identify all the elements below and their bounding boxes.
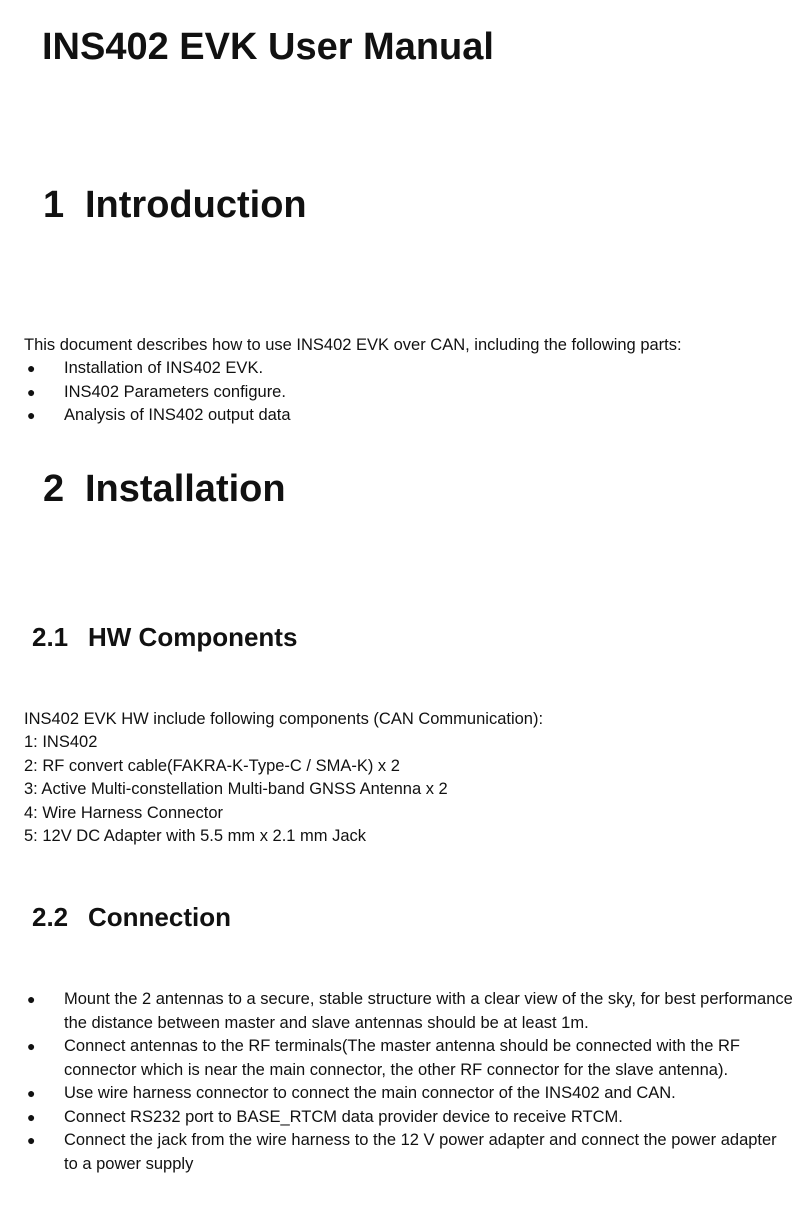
intro-paragraph: This document describes how to use INS402 EVK over CAN, including the following parts: — [24, 336, 682, 354]
bullet-icon: ● — [27, 1038, 36, 1054]
list-item: ● Use wire harness connector to connect the main connector of the INS402 and CAN. — [24, 1082, 794, 1106]
document-title: INS402 EVK User Manual — [42, 26, 494, 68]
list-item: 4: Wire Harness Connector — [24, 803, 223, 822]
heading-number: 2.2 — [32, 902, 69, 932]
heading-number: 2 — [43, 468, 65, 510]
bullet-icon: ● — [27, 1132, 36, 1148]
heading-text: Connection — [88, 902, 231, 932]
list-item: ● Connect RS232 port to BASE_RTCM data provider device to receive RTCM. — [24, 1106, 794, 1130]
bullet-icon: ● — [27, 1085, 36, 1101]
list-item: ● Analysis of INS402 output data — [24, 404, 291, 428]
heading-connection — [32, 900, 231, 934]
hw-components-list — [24, 731, 448, 849]
hw-components-paragraph: INS402 EVK HW include following components (CAN Communication): — [24, 710, 544, 728]
heading-text: Introduction — [85, 184, 307, 226]
heading-text: HW Components — [88, 622, 298, 652]
list-item: ● Connect the jack from the wire harness to the 12 V power adapter and connect the power adapter to a power supply — [27, 1131, 777, 1173]
bullet-icon: ● — [27, 360, 36, 376]
heading-installation — [43, 464, 286, 514]
list-item: 2: RF convert cable(FAKRA-K-Type-C / SMA-K) x 2 — [24, 756, 400, 775]
connection-bullet-list — [24, 988, 794, 1176]
list-item: ● Connect antennas to the RF terminals(The master antenna should be connected with the RF connector which is near the main connector, the other RF connector for the slave antenna). — [27, 1037, 740, 1079]
bullet-icon: ● — [27, 1108, 36, 1125]
heading-number: 1 — [43, 184, 65, 226]
bullet-icon: ● — [27, 407, 36, 423]
list-item: ● Installation of INS402 EVK. — [24, 357, 291, 381]
intro-bullet-list — [24, 357, 291, 428]
list-item: ● INS402 Parameters configure. — [24, 381, 291, 405]
list-item: 3: Active Multi-constellation Multi-band GNSS Antenna x 2 — [24, 780, 448, 798]
list-item: ● Mount the 2 antennas to a secure, stable structure with a clear view of the sky, for best performance the distance between master and slave antennas should be at least 1m. — [27, 990, 793, 1032]
list-item: 1: INS402 — [24, 733, 98, 751]
heading-hw-components — [32, 620, 297, 654]
bullet-icon: ● — [27, 383, 36, 400]
heading-introduction — [43, 180, 307, 230]
heading-text: Installation — [85, 468, 286, 510]
heading-number: 2.1 — [32, 622, 69, 652]
list-item: 5: 12V DC Adapter with 5.5 mm x 2.1 mm Jack — [24, 827, 367, 845]
bullet-icon: ● — [27, 991, 36, 1007]
